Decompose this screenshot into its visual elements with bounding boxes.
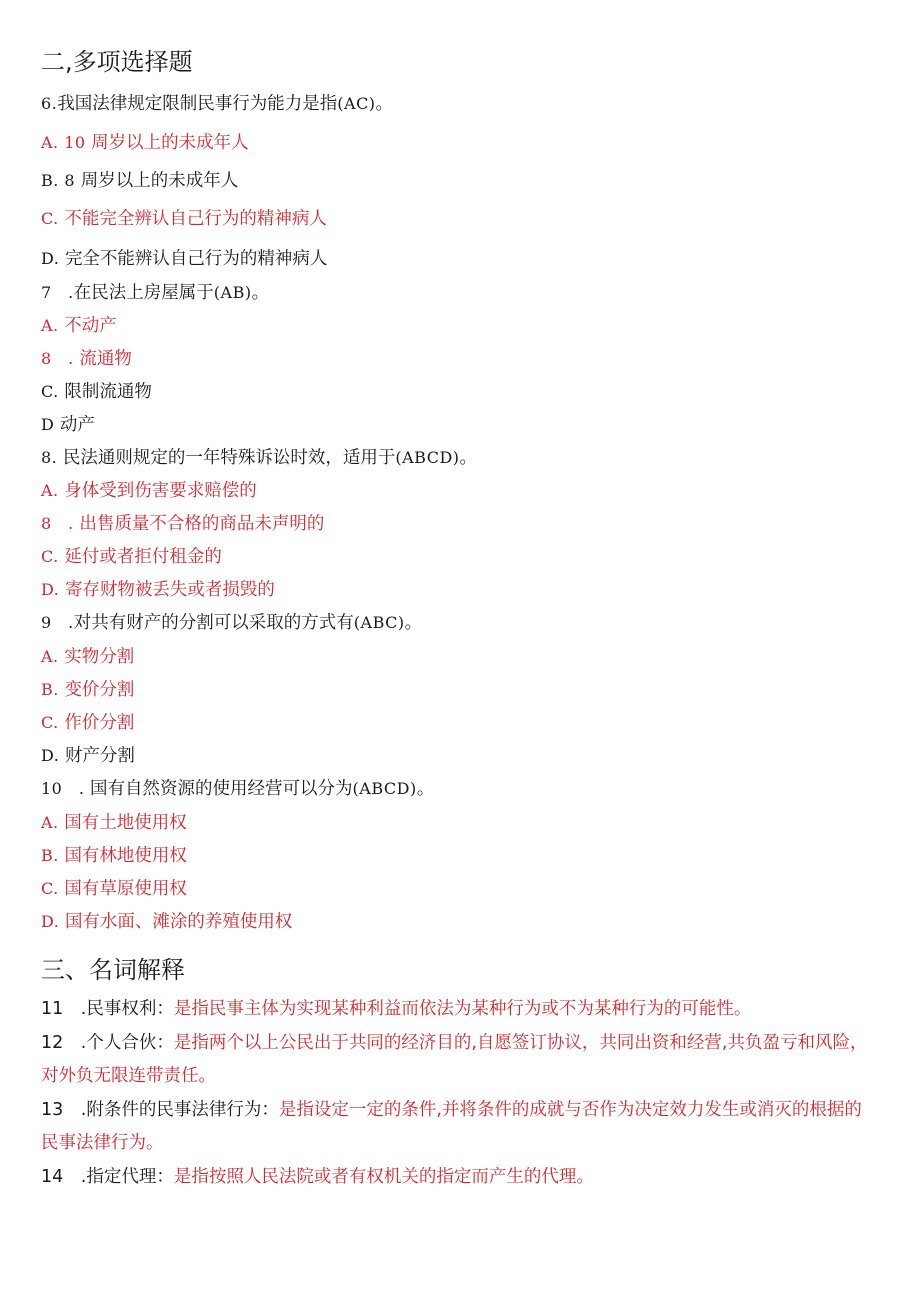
- item-text: 财产分割: [64, 746, 135, 766]
- question-line: [41, 611, 422, 635]
- section-heading-multiple-choice: 二,多项选择题: [41, 48, 193, 76]
- option-line: [41, 512, 324, 536]
- item-prefix: B.: [41, 846, 65, 865]
- item-text: 国有土地使用权: [64, 813, 187, 833]
- item-prefix: 6.: [41, 94, 58, 113]
- item-prefix: D.: [41, 746, 65, 765]
- item-prefix: 8 .: [41, 514, 80, 533]
- item-text: 国有草原使用权: [64, 879, 187, 899]
- item-text: 出售质量不合格的商品未声明的: [79, 514, 325, 534]
- item-prefix: B.: [41, 680, 65, 699]
- option-line: [41, 811, 187, 835]
- option-line: [41, 711, 134, 735]
- answer-key: (ABCD): [395, 448, 460, 467]
- item-text: 国有林地使用权: [64, 846, 187, 866]
- item-prefix: C.: [41, 713, 65, 732]
- item-text: 不动产: [64, 316, 117, 336]
- option-line: [41, 645, 134, 669]
- definition-term: 14 .指定代理：: [41, 1167, 174, 1187]
- option-line: [41, 207, 327, 231]
- option-line: [41, 479, 257, 503]
- option-line: [41, 678, 134, 702]
- question-line: [41, 92, 393, 116]
- item-text: 国有水面、滩涂的养殖使用权: [64, 912, 293, 932]
- item-text: 对共有财产的分割可以采取的方式有: [73, 613, 354, 633]
- item-prefix: D.: [41, 249, 65, 268]
- item-tail: 。: [375, 94, 394, 114]
- definition-body: 是指两个以上公民出于共同的经济目的,自愿签订协议，共同出资和经营,共负盈亏和风险，对外负无限连带责任。: [41, 1033, 868, 1086]
- answer-key: (AB): [213, 283, 252, 302]
- definition-item: [41, 1027, 877, 1093]
- option-line: [41, 247, 327, 271]
- option-line: [41, 877, 187, 901]
- option-line: [41, 314, 117, 338]
- item-text: 身体受到伤害要求赔偿的: [64, 481, 257, 501]
- item-text: 国有自然资源的使用经营可以分为: [90, 779, 353, 799]
- item-prefix: B. 8: [41, 171, 81, 190]
- definition-term: 13 .附条件的民事法律行为：: [41, 1100, 279, 1120]
- option-line: [41, 169, 238, 193]
- item-prefix: A. 10: [41, 133, 92, 152]
- item-text: 作价分割: [64, 713, 135, 733]
- definition-body: 是指按照人民法院或者有权机关的指定而产生的代理。: [173, 1167, 594, 1187]
- item-text: 延付或者拒付租金的: [64, 547, 222, 567]
- item-text: 在民法上房屋属于: [73, 283, 214, 303]
- item-prefix: C.: [41, 209, 65, 228]
- definition-item: [41, 1094, 877, 1160]
- item-prefix: A.: [41, 316, 65, 335]
- definition-body: 是指设定一定的条件,并将条件的成就与否作为决定效力发生或消灭的根据的民事法律行为。: [41, 1100, 862, 1153]
- answer-key: (ABCD): [352, 779, 417, 798]
- option-line: [41, 380, 152, 404]
- item-tail: 。: [404, 613, 423, 633]
- item-text: 周岁以上的未成年人: [80, 171, 239, 191]
- section-heading-terms: 三、名词解释: [41, 956, 185, 984]
- item-text: 实物分割: [64, 647, 135, 667]
- option-line: [41, 131, 249, 155]
- answer-key: (ABC): [353, 613, 405, 632]
- option-line: [41, 545, 222, 569]
- item-text: 我国法律规定限制民事行为能力是指: [57, 94, 338, 114]
- definition-term: 11 .民事权利：: [41, 999, 174, 1019]
- item-tail: 。: [416, 779, 435, 799]
- item-text: 周岁以上的未成年人: [91, 133, 249, 153]
- definition-item: [41, 993, 877, 1026]
- option-line: [41, 578, 275, 602]
- option-line: [41, 910, 292, 934]
- item-prefix: 9 .: [41, 613, 74, 632]
- item-text: 完全不能辨认自己行为的精神病人: [64, 249, 328, 269]
- item-text: 变价分割: [64, 680, 135, 700]
- item-prefix: C.: [41, 382, 65, 401]
- item-text: 限制流通物: [64, 382, 152, 402]
- option-line: [41, 413, 95, 437]
- option-line: [41, 347, 132, 371]
- item-prefix: A.: [41, 813, 65, 832]
- definition-item: [41, 1161, 877, 1194]
- question-line: [41, 281, 269, 305]
- item-text: 不能完全辨认自己行为的精神病人: [64, 209, 327, 229]
- question-line: [41, 446, 477, 470]
- question-line: [41, 777, 434, 801]
- definition-body: 是指民事主体为实现某种利益而依法为某种行为或不为某种行为的可能性。: [173, 999, 752, 1019]
- item-prefix: A.: [41, 481, 65, 500]
- item-prefix: 8.: [41, 448, 63, 467]
- item-prefix: D.: [41, 580, 65, 599]
- option-line: [41, 844, 187, 868]
- item-prefix: C.: [41, 879, 65, 898]
- item-prefix: D: [41, 415, 60, 434]
- option-line: [41, 744, 135, 768]
- item-tail: 。: [251, 283, 270, 303]
- definition-term: 12 .个人合伙：: [41, 1033, 174, 1053]
- item-prefix: C.: [41, 547, 65, 566]
- item-text: 民法通则规定的一年特殊诉讼时效，适用于: [62, 448, 396, 468]
- item-prefix: 10 .: [41, 779, 91, 798]
- item-prefix: A.: [41, 647, 65, 666]
- item-text: 寄存财物被丢失或者损毁的: [64, 580, 275, 600]
- item-prefix: D.: [41, 912, 65, 931]
- item-text: 动产: [59, 415, 95, 435]
- item-tail: 。: [459, 448, 478, 468]
- answer-key: (AC): [337, 94, 376, 113]
- item-text: 流通物: [79, 349, 132, 369]
- item-prefix: 7 .: [41, 283, 74, 302]
- item-prefix: 8 .: [41, 349, 80, 368]
